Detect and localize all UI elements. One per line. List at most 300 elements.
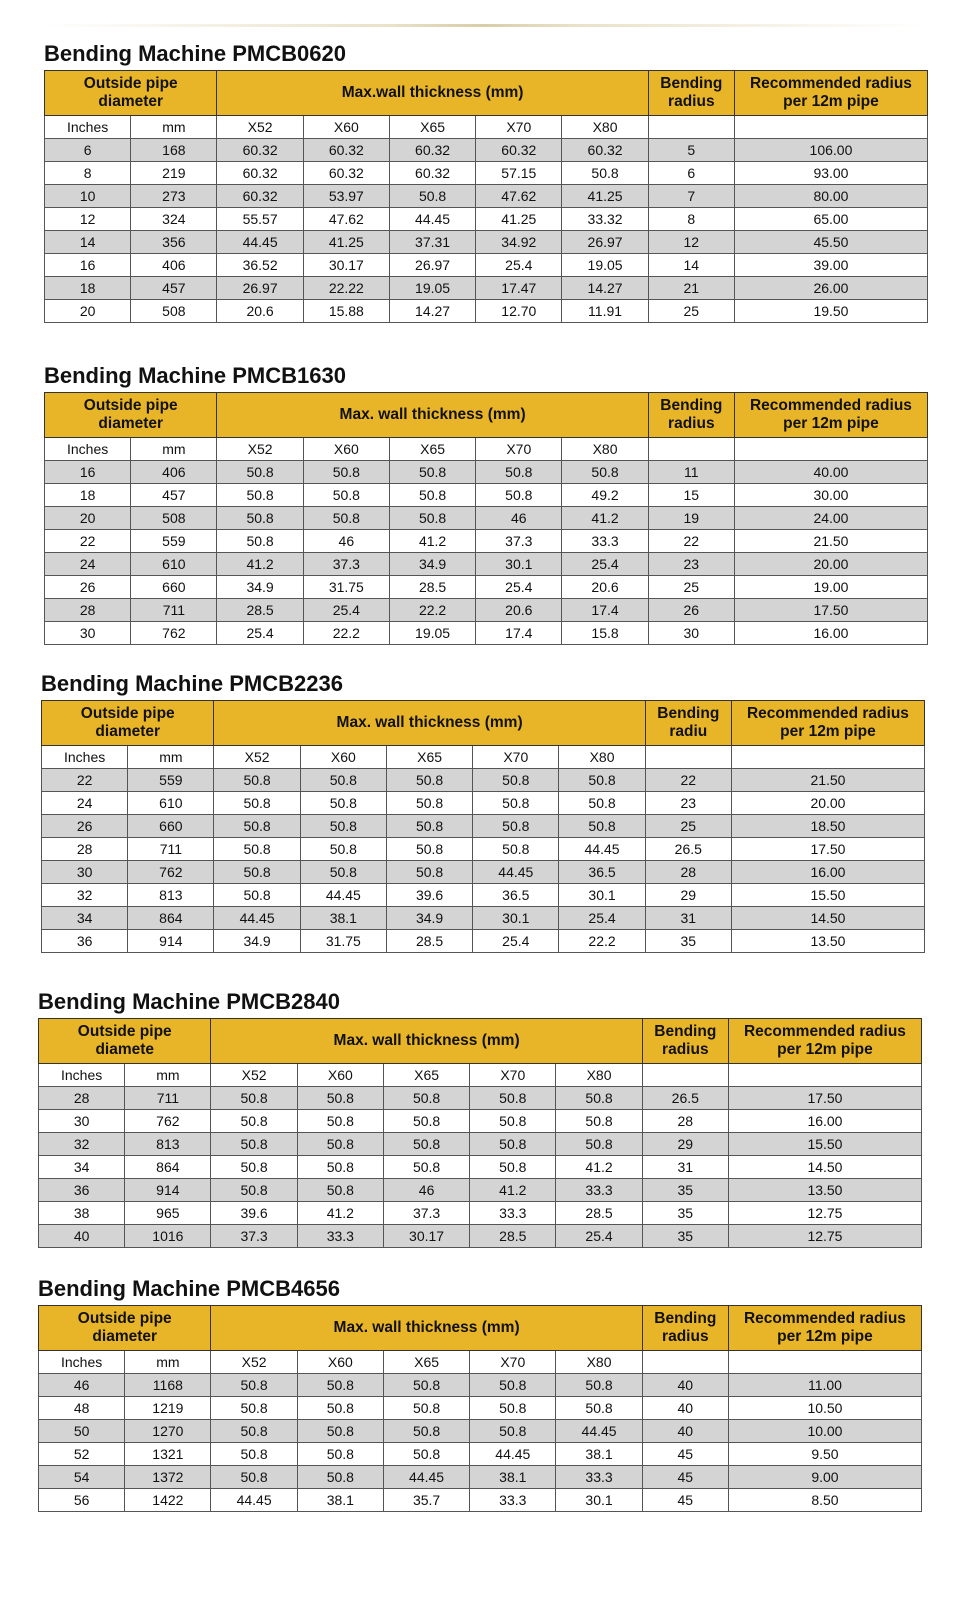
subheader-cell: X70 <box>470 1064 556 1087</box>
table-cell: 93.00 <box>734 162 927 185</box>
table-title: Bending Machine PMCB1630 <box>44 363 346 388</box>
table-cell: 50.8 <box>211 1156 297 1179</box>
table-cell: 324 <box>131 208 217 231</box>
subheader-cell: X52 <box>214 746 300 769</box>
table-cell: 33.3 <box>556 1179 642 1202</box>
table-cell: 30.17 <box>303 254 389 277</box>
table-cell: 11.91 <box>562 300 648 323</box>
table-cell: 30.17 <box>383 1225 469 1248</box>
table-cell: 914 <box>128 930 214 953</box>
table-cell: 50.8 <box>211 1133 297 1156</box>
table-cell: 20 <box>45 507 131 530</box>
table-cell: 50.8 <box>303 461 389 484</box>
table-cell: 18.50 <box>731 815 924 838</box>
table-cell: 38.1 <box>300 907 386 930</box>
table-cell: 219 <box>131 162 217 185</box>
table-cell: 22 <box>45 530 131 553</box>
table-cell: 1321 <box>125 1443 211 1466</box>
header-outside-diameter: Outside pipe diameter <box>45 393 217 438</box>
table-cell: 40.00 <box>734 461 927 484</box>
table-cell: 50.8 <box>214 838 300 861</box>
subheader-cell: X70 <box>473 746 559 769</box>
table-cell: 19.05 <box>389 622 475 645</box>
table-cell: 28.5 <box>556 1202 642 1225</box>
subheader-cell: X65 <box>383 1351 469 1374</box>
table-row <box>45 599 928 622</box>
spec-table <box>44 392 928 645</box>
table-cell: 50.8 <box>556 1397 642 1420</box>
table-row <box>39 1110 922 1133</box>
table-cell: 273 <box>131 185 217 208</box>
table-cell: 44.45 <box>389 208 475 231</box>
table-cell: 22 <box>42 769 128 792</box>
table-cell: 50.8 <box>470 1374 556 1397</box>
table-cell: 50.8 <box>214 861 300 884</box>
table-cell: 610 <box>128 792 214 815</box>
table-cell: 8.50 <box>728 1489 921 1512</box>
table-cell: 106.00 <box>734 139 927 162</box>
table-row <box>39 1397 922 1420</box>
table-cell: 44.45 <box>300 884 386 907</box>
table-cell: 20.6 <box>476 599 562 622</box>
table-cell: 10.50 <box>728 1397 921 1420</box>
table-cell: 28.5 <box>217 599 303 622</box>
header-recommended-radius: Recommended radius per 12m pipe <box>734 71 927 116</box>
table-cell: 406 <box>131 254 217 277</box>
spec-table <box>38 1018 922 1248</box>
table-cell: 21.50 <box>731 769 924 792</box>
table-cell: 41.25 <box>303 231 389 254</box>
table-cell: 34.92 <box>476 231 562 254</box>
table-cell: 49.2 <box>562 484 648 507</box>
table-section-pmcb2236 <box>41 668 926 953</box>
table-cell: 19.05 <box>389 277 475 300</box>
header-outside-diameter: Outside pipe diameter <box>45 71 217 116</box>
table-cell: 50.8 <box>297 1087 383 1110</box>
table-row <box>42 815 925 838</box>
table-row <box>39 1420 922 1443</box>
table-cell: 50.8 <box>297 1110 383 1133</box>
table-row <box>45 185 928 208</box>
table-cell: 65.00 <box>734 208 927 231</box>
table-cell: 50.8 <box>556 1133 642 1156</box>
subheader-cell: X52 <box>217 116 303 139</box>
table-cell: 35 <box>642 1202 728 1225</box>
subheader-cell: X60 <box>303 116 389 139</box>
table-cell: 50.8 <box>470 1420 556 1443</box>
table-title: Bending Machine PMCB2840 <box>38 989 340 1014</box>
table-row <box>45 139 928 162</box>
table-cell: 33.3 <box>562 530 648 553</box>
table-cell: 60.32 <box>476 139 562 162</box>
subheader-cell: X60 <box>297 1351 383 1374</box>
table-cell: 23 <box>648 553 734 576</box>
table-cell: 16.00 <box>734 622 927 645</box>
table-cell: 35 <box>645 930 731 953</box>
subheader-cell <box>731 746 924 769</box>
table-cell: 21.50 <box>734 530 927 553</box>
table-cell: 56 <box>39 1489 125 1512</box>
table-cell: 60.32 <box>389 139 475 162</box>
table-cell: 60.32 <box>303 162 389 185</box>
table-cell: 19.00 <box>734 576 927 599</box>
table-cell: 28.5 <box>386 930 472 953</box>
header-recommended-radius: Recommended radius per 12m pipe <box>734 393 927 438</box>
table-cell: 36 <box>39 1179 125 1202</box>
table-cell: 50.8 <box>214 815 300 838</box>
table-cell: 25.4 <box>476 576 562 599</box>
table-cell: 25 <box>648 576 734 599</box>
header-bending-radius: Bending radius <box>642 1306 728 1351</box>
table-cell: 9.00 <box>728 1466 921 1489</box>
table-cell: 35.7 <box>383 1489 469 1512</box>
table-cell: 33.3 <box>556 1466 642 1489</box>
table-cell: 39.6 <box>386 884 472 907</box>
table-cell: 15 <box>648 484 734 507</box>
header-recommended-radius: Recommended radius per 12m pipe <box>728 1306 921 1351</box>
table-cell: 36.52 <box>217 254 303 277</box>
subheader-cell: X80 <box>562 116 648 139</box>
table-cell: 44.45 <box>211 1489 297 1512</box>
table-cell: 40 <box>642 1397 728 1420</box>
table-cell: 26 <box>42 815 128 838</box>
table-cell: 50.8 <box>470 1110 556 1133</box>
table-cell: 55.57 <box>217 208 303 231</box>
table-cell: 26 <box>648 599 734 622</box>
table-cell: 50.8 <box>562 461 648 484</box>
header-recommended-radius: Recommended radius per 12m pipe <box>728 1019 921 1064</box>
table-cell: 15.8 <box>562 622 648 645</box>
table-cell: 41.2 <box>556 1156 642 1179</box>
table-cell: 1219 <box>125 1397 211 1420</box>
table-cell: 6 <box>45 139 131 162</box>
table-cell: 50.8 <box>211 1179 297 1202</box>
table-cell: 26.5 <box>642 1087 728 1110</box>
subheader-cell <box>728 1064 921 1087</box>
table-cell: 28 <box>645 861 731 884</box>
table-row <box>42 884 925 907</box>
table-cell: 559 <box>131 530 217 553</box>
header-outside-diameter: Outside pipe diameter <box>42 701 214 746</box>
table-row <box>45 530 928 553</box>
table-cell: 41.2 <box>562 507 648 530</box>
table-cell: 50.8 <box>214 884 300 907</box>
table-cell: 24 <box>45 553 131 576</box>
table-cell: 38.1 <box>470 1466 556 1489</box>
table-cell: 52 <box>39 1443 125 1466</box>
table-row <box>39 1156 922 1179</box>
table-cell: 50.8 <box>383 1087 469 1110</box>
table-cell: 16 <box>45 461 131 484</box>
table-cell: 22.2 <box>389 599 475 622</box>
table-cell: 36 <box>42 930 128 953</box>
table-cell: 50.8 <box>562 162 648 185</box>
table-cell: 60.32 <box>389 162 475 185</box>
table-cell: 17.50 <box>734 599 927 622</box>
table-row <box>42 861 925 884</box>
top-divider <box>40 24 925 27</box>
table-cell: 14.27 <box>562 277 648 300</box>
table-cell: 50.8 <box>297 1397 383 1420</box>
table-cell: 50.8 <box>297 1374 383 1397</box>
table-row <box>39 1225 922 1248</box>
table-cell: 44.45 <box>217 231 303 254</box>
table-cell: 168 <box>131 139 217 162</box>
table-cell: 26.97 <box>562 231 648 254</box>
table-cell: 26.00 <box>734 277 927 300</box>
table-cell: 34.9 <box>217 576 303 599</box>
table-cell: 457 <box>131 277 217 300</box>
table-cell: 20.6 <box>217 300 303 323</box>
table-cell: 50.8 <box>383 1133 469 1156</box>
table-cell: 50.8 <box>559 815 645 838</box>
table-cell: 660 <box>131 576 217 599</box>
table-cell: 31 <box>642 1156 728 1179</box>
table-cell: 711 <box>131 599 217 622</box>
table-cell: 24 <box>42 792 128 815</box>
table-cell: 37.3 <box>476 530 562 553</box>
spec-table <box>38 1305 922 1512</box>
table-cell: 762 <box>128 861 214 884</box>
subheader-cell <box>734 438 927 461</box>
table-cell: 14 <box>648 254 734 277</box>
table-cell: 41.2 <box>297 1202 383 1225</box>
table-cell: 50.8 <box>297 1179 383 1202</box>
table-cell: 60.32 <box>217 162 303 185</box>
subheader-row <box>42 746 925 769</box>
table-cell: 46 <box>476 507 562 530</box>
table-cell: 50.8 <box>476 484 562 507</box>
table-cell: 46 <box>39 1374 125 1397</box>
table-cell: 36.5 <box>559 861 645 884</box>
table-cell: 50.8 <box>300 815 386 838</box>
subheader-cell: mm <box>125 1064 211 1087</box>
table-row <box>42 930 925 953</box>
header-bending-radius: Bending radius <box>648 393 734 438</box>
table-cell: 1422 <box>125 1489 211 1512</box>
table-row <box>39 1087 922 1110</box>
table-row <box>45 484 928 507</box>
table-cell: 30.1 <box>473 907 559 930</box>
table-cell: 35 <box>642 1179 728 1202</box>
subheader-cell: X80 <box>556 1064 642 1087</box>
table-cell: 20.6 <box>562 576 648 599</box>
table-cell: 1016 <box>125 1225 211 1248</box>
table-cell: 762 <box>131 622 217 645</box>
table-cell: 50.8 <box>211 1374 297 1397</box>
table-cell: 17.50 <box>731 838 924 861</box>
table-cell: 50.8 <box>300 792 386 815</box>
table-cell: 10.00 <box>728 1420 921 1443</box>
subheader-cell: X60 <box>300 746 386 769</box>
table-cell: 21 <box>648 277 734 300</box>
header-row <box>45 393 928 438</box>
table-cell: 864 <box>128 907 214 930</box>
table-cell: 30 <box>42 861 128 884</box>
table-cell: 22.2 <box>303 622 389 645</box>
table-cell: 50.8 <box>556 1110 642 1133</box>
table-cell: 33.3 <box>297 1225 383 1248</box>
table-section-pmcb4656 <box>38 1273 923 1512</box>
table-cell: 50.8 <box>214 792 300 815</box>
subheader-cell: X70 <box>476 438 562 461</box>
table-cell: 25 <box>645 815 731 838</box>
table-cell: 50.8 <box>559 769 645 792</box>
table-row <box>39 1443 922 1466</box>
table-cell: 50.8 <box>303 507 389 530</box>
table-cell: 50.8 <box>389 185 475 208</box>
table-cell: 47.62 <box>476 185 562 208</box>
subheader-cell: X52 <box>211 1351 297 1374</box>
subheader-cell <box>734 116 927 139</box>
table-cell: 50.8 <box>303 484 389 507</box>
table-cell: 813 <box>125 1133 211 1156</box>
table-cell: 46 <box>383 1179 469 1202</box>
table-cell: 559 <box>128 769 214 792</box>
table-cell: 37.3 <box>303 553 389 576</box>
table-cell: 50.8 <box>470 1397 556 1420</box>
table-cell: 12.70 <box>476 300 562 323</box>
subheader-cell <box>642 1064 728 1087</box>
table-cell: 30 <box>45 622 131 645</box>
subheader-cell: X65 <box>386 746 472 769</box>
table-cell: 20.00 <box>734 553 927 576</box>
table-cell: 406 <box>131 461 217 484</box>
subheader-cell: Inches <box>45 116 131 139</box>
table-cell: 50 <box>39 1420 125 1443</box>
table-cell: 50.8 <box>297 1133 383 1156</box>
header-max-wall-thickness: Max. wall thickness (mm) <box>214 701 645 746</box>
table-cell: 34 <box>39 1156 125 1179</box>
table-cell: 50.8 <box>217 507 303 530</box>
table-cell: 50.8 <box>556 1374 642 1397</box>
table-cell: 29 <box>642 1133 728 1156</box>
table-row <box>42 792 925 815</box>
table-cell: 18 <box>45 277 131 300</box>
subheader-cell <box>728 1351 921 1374</box>
table-cell: 14.50 <box>731 907 924 930</box>
table-cell: 54 <box>39 1466 125 1489</box>
subheader-cell: mm <box>125 1351 211 1374</box>
header-outside-diameter: Outside pipe diameter <box>39 1306 211 1351</box>
table-cell: 32 <box>42 884 128 907</box>
subheader-cell: X52 <box>211 1064 297 1087</box>
table-cell: 14 <box>45 231 131 254</box>
subheader-cell: X65 <box>389 116 475 139</box>
table-cell: 28 <box>45 599 131 622</box>
table-cell: 50.8 <box>476 461 562 484</box>
table-cell: 50.8 <box>300 838 386 861</box>
spec-table <box>41 700 925 953</box>
table-cell: 32 <box>39 1133 125 1156</box>
table-row <box>45 553 928 576</box>
subheader-cell: X80 <box>556 1351 642 1374</box>
table-cell: 50.8 <box>211 1397 297 1420</box>
table-cell: 17.50 <box>728 1087 921 1110</box>
table-cell: 80.00 <box>734 185 927 208</box>
table-cell: 50.8 <box>383 1443 469 1466</box>
table-cell: 37.31 <box>389 231 475 254</box>
table-cell: 25.4 <box>473 930 559 953</box>
table-cell: 12 <box>648 231 734 254</box>
header-row <box>39 1019 922 1064</box>
table-cell: 50.8 <box>211 1466 297 1489</box>
table-cell: 19.05 <box>562 254 648 277</box>
table-cell: 762 <box>125 1110 211 1133</box>
table-cell: 20 <box>45 300 131 323</box>
table-cell: 13.50 <box>731 930 924 953</box>
table-cell: 508 <box>131 507 217 530</box>
table-cell: 50.8 <box>556 1087 642 1110</box>
table-cell: 28 <box>42 838 128 861</box>
table-cell: 26.97 <box>217 277 303 300</box>
table-cell: 50.8 <box>217 484 303 507</box>
subheader-cell: X80 <box>562 438 648 461</box>
table-cell: 50.8 <box>217 530 303 553</box>
subheader-cell: X80 <box>559 746 645 769</box>
table-cell: 6 <box>648 162 734 185</box>
table-cell: 50.8 <box>211 1443 297 1466</box>
table-cell: 31 <box>645 907 731 930</box>
table-cell: 26 <box>45 576 131 599</box>
table-cell: 50.8 <box>389 507 475 530</box>
table-row <box>39 1179 922 1202</box>
subheader-cell: X65 <box>389 438 475 461</box>
table-cell: 60.32 <box>562 139 648 162</box>
table-cell: 1372 <box>125 1466 211 1489</box>
table-cell: 11 <box>648 461 734 484</box>
table-cell: 45.50 <box>734 231 927 254</box>
table-cell: 50.8 <box>383 1374 469 1397</box>
table-cell: 50.8 <box>386 815 472 838</box>
table-cell: 14.27 <box>389 300 475 323</box>
table-cell: 610 <box>131 553 217 576</box>
table-cell: 16.00 <box>731 861 924 884</box>
table-cell: 25.4 <box>303 599 389 622</box>
table-cell: 25.4 <box>476 254 562 277</box>
table-cell: 50.8 <box>211 1087 297 1110</box>
table-cell: 48 <box>39 1397 125 1420</box>
table-cell: 17.4 <box>476 622 562 645</box>
table-row <box>42 769 925 792</box>
table-cell: 50.8 <box>470 1133 556 1156</box>
table-cell: 50.8 <box>559 792 645 815</box>
table-row <box>39 1202 922 1225</box>
table-cell: 33.3 <box>470 1202 556 1225</box>
table-cell: 10 <box>45 185 131 208</box>
table-row <box>45 461 928 484</box>
table-row <box>39 1374 922 1397</box>
table-cell: 50.8 <box>383 1397 469 1420</box>
table-cell: 914 <box>125 1179 211 1202</box>
table-cell: 38.1 <box>556 1443 642 1466</box>
table-row <box>45 277 928 300</box>
table-cell: 50.8 <box>473 838 559 861</box>
table-cell: 44.45 <box>383 1466 469 1489</box>
table-cell: 1168 <box>125 1374 211 1397</box>
table-cell: 28 <box>642 1110 728 1133</box>
table-row <box>45 300 928 323</box>
subheader-row <box>45 116 928 139</box>
table-cell: 22 <box>648 530 734 553</box>
subheader-cell: Inches <box>45 438 131 461</box>
table-cell: 34 <box>42 907 128 930</box>
table-cell: 16 <box>45 254 131 277</box>
table-cell: 26.97 <box>389 254 475 277</box>
table-cell: 40 <box>39 1225 125 1248</box>
table-row <box>45 622 928 645</box>
subheader-cell: mm <box>128 746 214 769</box>
